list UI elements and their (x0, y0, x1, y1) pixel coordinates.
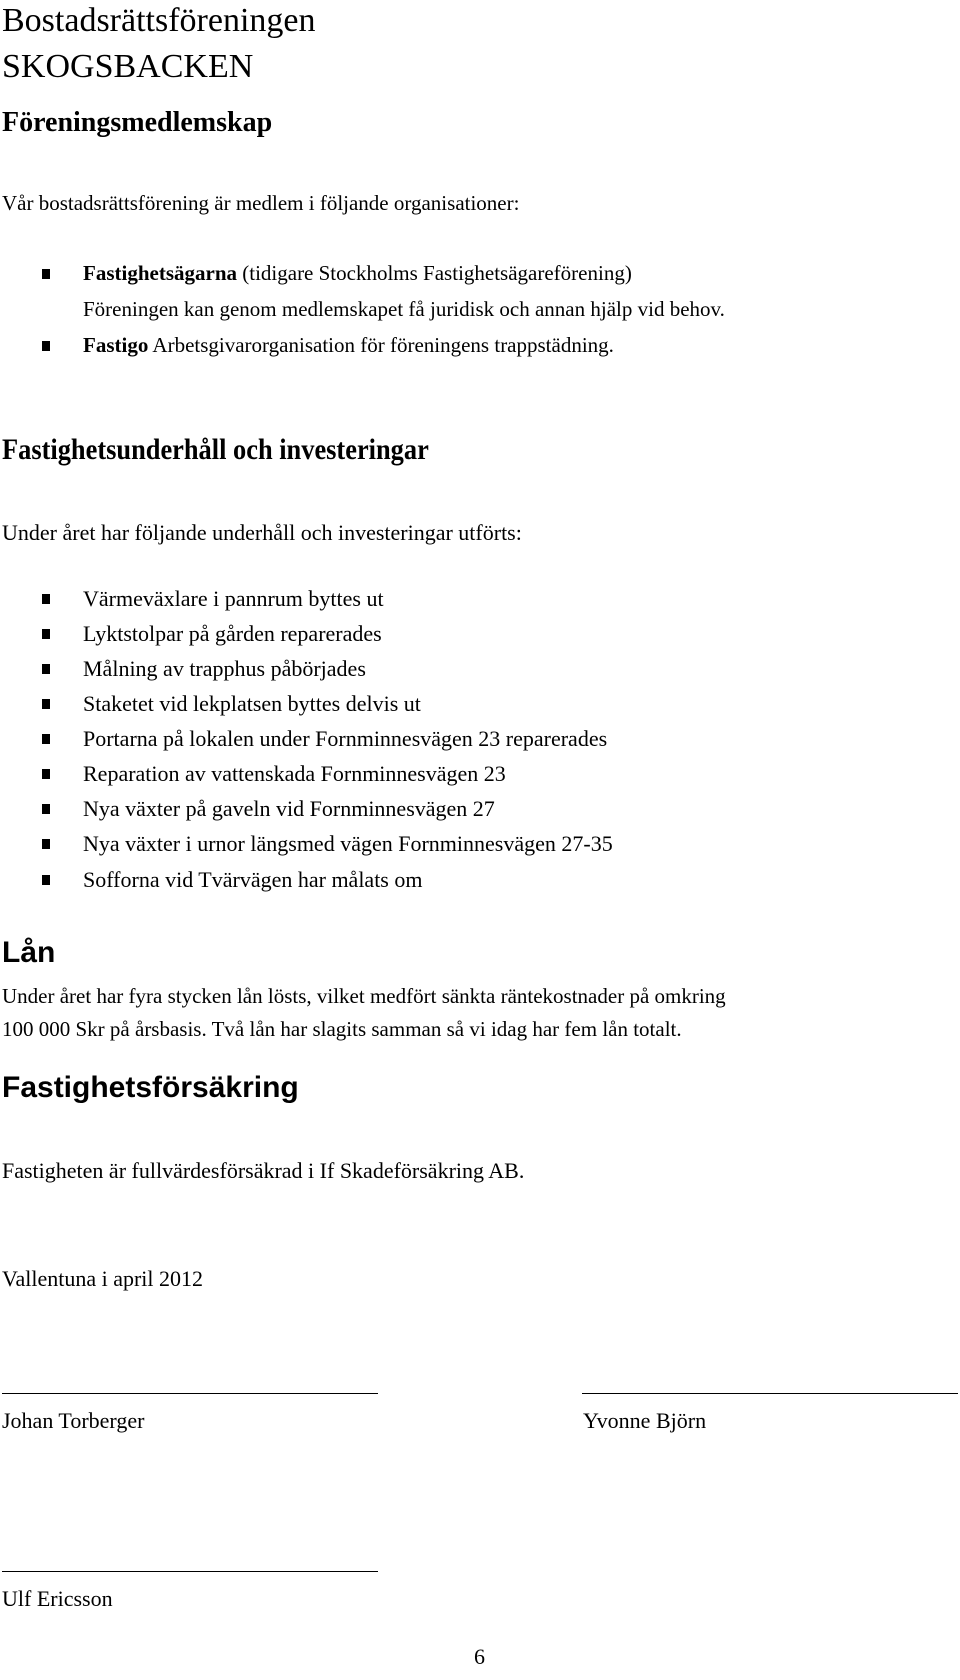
bullet-icon (42, 734, 50, 744)
signature-line (2, 1571, 378, 1572)
bullet-icon (42, 629, 50, 639)
page-number: 6 (474, 1644, 485, 1669)
signature-line (582, 1393, 958, 1394)
signatory-name: Ulf Ericsson (2, 1586, 113, 1611)
bullet-icon (42, 804, 50, 814)
insurance-text: Fastigheten är fullvärdesförsäkrad i If Skadeförsäkring AB. (2, 1158, 525, 1183)
list-item: Nya växter i urnor längsmed vägen Fornminnesvägen 27-35 (83, 831, 613, 856)
bullet-icon (42, 699, 50, 709)
list-item: Målning av trapphus påbörjades (83, 656, 366, 681)
bullet-icon (42, 875, 50, 885)
maintenance-heading: Fastighetsunderhåll och investeringar (2, 433, 429, 466)
bullet-icon (42, 664, 50, 674)
membership-item-desc: (tidigare Stockholms Fastighetsägareförening) (237, 261, 632, 285)
bullet-icon (42, 341, 50, 351)
membership-heading: Föreningsmedlemskap (2, 107, 273, 138)
signatory-name: Yvonne Björn (583, 1408, 707, 1433)
signatory-name: Johan Torberger (2, 1408, 145, 1433)
maintenance-intro: Under året har följande underhåll och investeringar utförts: (2, 520, 522, 545)
membership-item-name: Fastigo (83, 333, 149, 357)
place-date: Vallentuna i april 2012 (2, 1266, 204, 1291)
bullet-icon (42, 594, 50, 604)
list-item: Lyktstolpar på gården reparerades (83, 621, 382, 646)
membership-item (83, 261, 632, 286)
bullet-icon (42, 769, 50, 779)
membership-item (83, 333, 614, 358)
loans-text-line2: 100 000 Skr på årsbasis. Två lån har slagits samman så vi idag har fem lån totalt. (2, 1017, 682, 1041)
membership-item-name: Fastighetsägarna (83, 261, 237, 285)
bullet-icon (42, 269, 50, 279)
loans-text-line1: Under året har fyra stycken lån lösts, vilket medfört sänkta räntekostnader på omkring (2, 984, 726, 1008)
association-name: Bostadsrättsföreningen (2, 2, 316, 39)
bullet-icon (42, 839, 50, 849)
insurance-heading: Fastighetsförsäkring (2, 1071, 299, 1104)
association-name-line2: SKOGSBACKEN (2, 48, 254, 85)
list-item: Värmeväxlare i pannrum byttes ut (83, 586, 384, 611)
membership-item-desc: Arbetsgivarorganisation för föreningens trappstädning. (148, 333, 614, 357)
list-item: Nya växter på gaveln vid Fornminnesvägen 27 (83, 796, 495, 821)
membership-item-line2: Föreningen kan genom medlemskapet få juridisk och annan hjälp vid behov. (83, 297, 725, 321)
list-item: Sofforna vid Tvärvägen har målats om (83, 867, 423, 892)
list-item: Staketet vid lekplatsen byttes delvis ut (83, 691, 421, 716)
list-item: Reparation av vattenskada Fornminnesvägen 23 (83, 761, 506, 786)
signature-line (2, 1393, 378, 1394)
loans-heading: Lån (2, 936, 56, 969)
membership-intro: Vår bostadsrättsförening är medlem i följande organisationer: (2, 191, 520, 215)
list-item: Portarna på lokalen under Fornminnesvägen 23 reparerades (83, 726, 608, 751)
